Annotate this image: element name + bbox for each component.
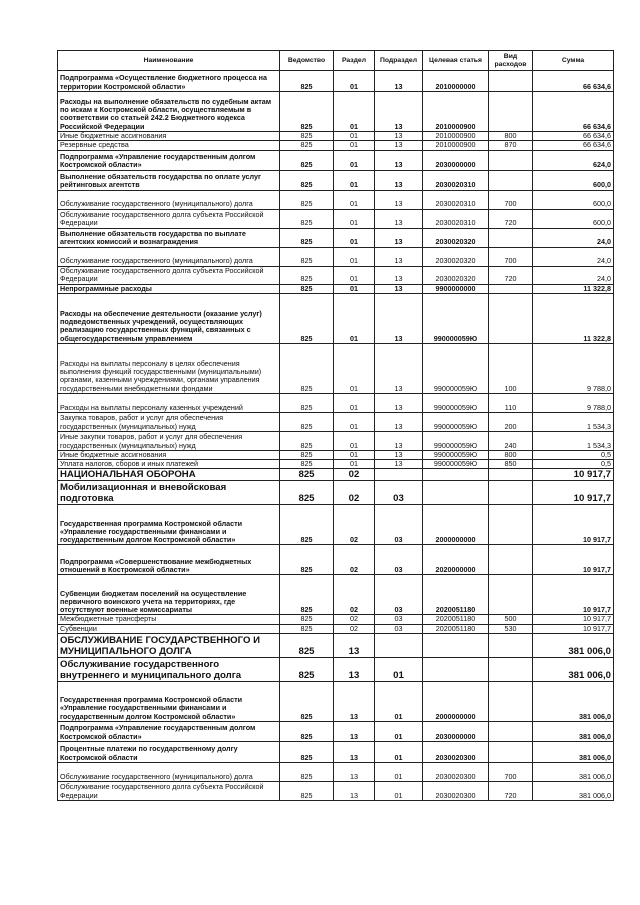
row-sum: 381 006,0 xyxy=(533,722,614,742)
table-row xyxy=(58,575,614,615)
row-section: 02 xyxy=(334,624,375,633)
row-dept: 825 xyxy=(280,293,334,343)
row-sum: 600,0 xyxy=(533,190,614,209)
row-dept: 825 xyxy=(280,624,334,633)
row-target: 2030020310 xyxy=(423,209,489,228)
table-row xyxy=(58,266,614,284)
table-row xyxy=(58,634,614,658)
row-exp-type: 700 xyxy=(489,763,533,782)
row-subsection: 13 xyxy=(375,393,423,412)
row-target: 990000059Ю xyxy=(423,450,489,459)
row-target xyxy=(423,469,489,481)
row-section: 13 xyxy=(334,742,375,763)
row-section: 01 xyxy=(334,132,375,141)
row-exp-type xyxy=(489,92,533,132)
row-dept: 825 xyxy=(280,505,334,545)
row-exp-type xyxy=(489,742,533,763)
row-subsection: 13 xyxy=(375,450,423,459)
row-name: Иные закупки товаров, работ и услуг для обеспечения государственных (муниципальных) нужд xyxy=(58,431,280,450)
row-name: Расходы на выплаты персоналу в целях обеспечения выполнения функций государственными (муниципальными) органами, казенными учреждениями, органами управления государственными внебюджетными фондами xyxy=(58,343,280,393)
row-dept: 825 xyxy=(280,469,334,481)
row-dept: 825 xyxy=(280,228,334,247)
row-name: Подпрограмма «Совершенствование межбюджетных отношений в Костромской области» xyxy=(58,545,280,575)
table-row xyxy=(58,209,614,228)
row-exp-type xyxy=(489,170,533,190)
budget-document xyxy=(57,50,613,801)
row-dept: 825 xyxy=(280,431,334,450)
row-section: 01 xyxy=(334,393,375,412)
row-exp-type xyxy=(489,228,533,247)
row-sum: 600,0 xyxy=(533,209,614,228)
row-dept: 825 xyxy=(280,460,334,469)
row-sum: 381 006,0 xyxy=(533,782,614,801)
table-row xyxy=(58,431,614,450)
row-target: 990000059Ю xyxy=(423,343,489,393)
row-section: 13 xyxy=(334,763,375,782)
row-subsection: 13 xyxy=(375,293,423,343)
table-row xyxy=(58,742,614,763)
row-target: 2030000000 xyxy=(423,722,489,742)
row-name: Подпрограмма «Управление государственным долгом Костромской области» xyxy=(58,150,280,170)
table-row xyxy=(58,624,614,633)
row-name: Мобилизационная и вневойсковая подготовка xyxy=(58,481,280,505)
row-subsection: 01 xyxy=(375,722,423,742)
row-name: Субвенции xyxy=(58,624,280,633)
row-sum: 66 634,6 xyxy=(533,141,614,150)
row-name: Расходы на выполнение обязательств по судебным актам по искам к Костромской области, осуществляемым в соответствии со статьей 242.2 Бюджетного кодекса Российской Федерации xyxy=(58,92,280,132)
table-row xyxy=(58,722,614,742)
row-section: 01 xyxy=(334,460,375,469)
row-dept: 825 xyxy=(280,247,334,266)
row-exp-type: 870 xyxy=(489,141,533,150)
row-section: 01 xyxy=(334,92,375,132)
row-exp-type xyxy=(489,682,533,722)
row-exp-type: 530 xyxy=(489,624,533,633)
row-name: Закупка товаров, работ и услуг для обеспечения государственных (муниципальных) нужд xyxy=(58,412,280,431)
row-subsection: 01 xyxy=(375,782,423,801)
row-subsection: 13 xyxy=(375,284,423,293)
row-section: 02 xyxy=(334,545,375,575)
row-dept: 825 xyxy=(280,71,334,92)
budget-table xyxy=(57,50,614,801)
row-dept: 825 xyxy=(280,682,334,722)
header-sum: Сумма xyxy=(533,51,614,71)
row-name: Межбюджетные трансферты xyxy=(58,615,280,624)
row-name: Государственная программа Костромской области «Управление государственными финансами и государственным долгом Костромской области» xyxy=(58,505,280,545)
row-dept: 825 xyxy=(280,209,334,228)
row-section: 02 xyxy=(334,481,375,505)
row-name: НАЦИОНАЛЬНАЯ ОБОРОНА xyxy=(58,469,280,481)
row-exp-type xyxy=(489,658,533,682)
table-row xyxy=(58,92,614,132)
row-subsection: 03 xyxy=(375,624,423,633)
row-target: 2030020310 xyxy=(423,190,489,209)
table-row xyxy=(58,545,614,575)
row-subsection: 13 xyxy=(375,132,423,141)
row-sum: 0,5 xyxy=(533,460,614,469)
table-row xyxy=(58,615,614,624)
row-exp-type xyxy=(489,284,533,293)
row-subsection: 01 xyxy=(375,682,423,722)
row-subsection: 03 xyxy=(375,545,423,575)
header-dept: Ведомство xyxy=(280,51,334,71)
row-subsection: 13 xyxy=(375,266,423,284)
row-subsection: 13 xyxy=(375,92,423,132)
table-row xyxy=(58,412,614,431)
row-dept: 825 xyxy=(280,393,334,412)
row-dept: 825 xyxy=(280,170,334,190)
row-subsection: 13 xyxy=(375,460,423,469)
row-sum: 10 917,7 xyxy=(533,469,614,481)
row-target: 2020000000 xyxy=(423,545,489,575)
row-section: 02 xyxy=(334,505,375,545)
row-name: Обслуживание государственного долга субъекта Российской Федерации xyxy=(58,266,280,284)
row-exp-type: 720 xyxy=(489,266,533,284)
row-dept: 825 xyxy=(280,266,334,284)
row-subsection xyxy=(375,469,423,481)
row-section: 01 xyxy=(334,150,375,170)
row-target: 2000000000 xyxy=(423,505,489,545)
row-dept: 825 xyxy=(280,412,334,431)
table-row xyxy=(58,132,614,141)
row-target: 2020051180 xyxy=(423,615,489,624)
table-row xyxy=(58,450,614,459)
row-dept: 825 xyxy=(280,763,334,782)
row-exp-type: 720 xyxy=(489,782,533,801)
row-subsection: 03 xyxy=(375,481,423,505)
row-sum: 9 788,0 xyxy=(533,393,614,412)
row-target: 2030000000 xyxy=(423,150,489,170)
row-target: 990000059Ю xyxy=(423,293,489,343)
row-sum: 1 534,3 xyxy=(533,431,614,450)
row-section: 01 xyxy=(334,293,375,343)
row-name: Подпрограмма «Управление государственным долгом Костромской области» xyxy=(58,722,280,742)
row-exp-type xyxy=(489,575,533,615)
row-section: 01 xyxy=(334,170,375,190)
table-row xyxy=(58,247,614,266)
row-section: 13 xyxy=(334,722,375,742)
row-dept: 825 xyxy=(280,92,334,132)
row-target: 2030020320 xyxy=(423,247,489,266)
row-section: 01 xyxy=(334,141,375,150)
row-name: Резервные средства xyxy=(58,141,280,150)
row-name: Обслуживание государственного (муниципального) долга xyxy=(58,190,280,209)
row-exp-type xyxy=(489,722,533,742)
row-subsection: 03 xyxy=(375,615,423,624)
row-sum: 10 917,7 xyxy=(533,545,614,575)
row-dept: 825 xyxy=(280,481,334,505)
row-name: Расходы на обеспечение деятельности (оказание услуг) подведомственных учреждений, осуществляющих реализацию государственных функций, связанных с общегосударственным управлением xyxy=(58,293,280,343)
row-target: 990000059Ю xyxy=(423,412,489,431)
row-target xyxy=(423,658,489,682)
row-name: ОБСЛУЖИВАНИЕ ГОСУДАРСТВЕННОГО И МУНИЦИПАЛЬНОГО ДОЛГА xyxy=(58,634,280,658)
table-row xyxy=(58,682,614,722)
row-exp-type xyxy=(489,505,533,545)
row-subsection: 13 xyxy=(375,190,423,209)
row-exp-type xyxy=(489,150,533,170)
table-header-row xyxy=(58,51,614,71)
row-sum: 381 006,0 xyxy=(533,742,614,763)
row-dept: 825 xyxy=(280,150,334,170)
row-subsection: 01 xyxy=(375,658,423,682)
row-exp-type xyxy=(489,481,533,505)
row-name: Обслуживание государственного долга субъекта Российской Федерации xyxy=(58,782,280,801)
row-exp-type: 800 xyxy=(489,450,533,459)
row-sum: 10 917,7 xyxy=(533,481,614,505)
row-sum: 66 634,6 xyxy=(533,71,614,92)
header-name: Наименование xyxy=(58,51,280,71)
row-section: 02 xyxy=(334,469,375,481)
row-exp-type xyxy=(489,634,533,658)
row-section: 13 xyxy=(334,634,375,658)
row-exp-type: 800 xyxy=(489,132,533,141)
row-sum: 1 534,3 xyxy=(533,412,614,431)
row-exp-type xyxy=(489,71,533,92)
row-section: 13 xyxy=(334,658,375,682)
table-row xyxy=(58,170,614,190)
row-name: Уплата налогов, сборов и иных платежей xyxy=(58,460,280,469)
row-section: 01 xyxy=(334,209,375,228)
row-subsection: 13 xyxy=(375,343,423,393)
table-row xyxy=(58,141,614,150)
row-dept: 825 xyxy=(280,450,334,459)
row-subsection: 13 xyxy=(375,228,423,247)
header-exp-type: Вид расходов xyxy=(489,51,533,71)
row-sum: 10 917,7 xyxy=(533,505,614,545)
table-row xyxy=(58,393,614,412)
header-target: Целевая статья xyxy=(423,51,489,71)
row-exp-type: 500 xyxy=(489,615,533,624)
row-sum: 10 917,7 xyxy=(533,624,614,633)
row-sum: 381 006,0 xyxy=(533,763,614,782)
table-row xyxy=(58,343,614,393)
table-row xyxy=(58,150,614,170)
row-sum: 66 634,6 xyxy=(533,132,614,141)
row-sum: 11 322,8 xyxy=(533,293,614,343)
row-exp-type: 720 xyxy=(489,209,533,228)
row-exp-type: 200 xyxy=(489,412,533,431)
row-subsection: 13 xyxy=(375,71,423,92)
row-exp-type: 240 xyxy=(489,431,533,450)
row-sum: 66 634,6 xyxy=(533,92,614,132)
row-sum: 24,0 xyxy=(533,228,614,247)
row-dept: 825 xyxy=(280,782,334,801)
row-sum: 624,0 xyxy=(533,150,614,170)
row-name: Расходы на выплаты персоналу казенных учреждений xyxy=(58,393,280,412)
row-subsection: 03 xyxy=(375,505,423,545)
row-dept: 825 xyxy=(280,190,334,209)
row-section: 02 xyxy=(334,575,375,615)
row-sum: 381 006,0 xyxy=(533,634,614,658)
table-row xyxy=(58,782,614,801)
row-section: 01 xyxy=(334,284,375,293)
table-row xyxy=(58,763,614,782)
row-sum: 10 917,7 xyxy=(533,615,614,624)
row-name: Процентные платежи по государственному долгу Костромской области xyxy=(58,742,280,763)
row-target: 2030020300 xyxy=(423,782,489,801)
row-subsection: 13 xyxy=(375,412,423,431)
row-target: 2030020310 xyxy=(423,170,489,190)
row-subsection: 13 xyxy=(375,209,423,228)
table-row xyxy=(58,293,614,343)
row-target: 2010000900 xyxy=(423,92,489,132)
row-target: 2010000000 xyxy=(423,71,489,92)
row-exp-type xyxy=(489,469,533,481)
row-target: 990000059Ю xyxy=(423,460,489,469)
row-name: Обслуживание государственного внутреннего и муниципального долга xyxy=(58,658,280,682)
row-target: 2030020300 xyxy=(423,763,489,782)
row-exp-type xyxy=(489,293,533,343)
table-row xyxy=(58,481,614,505)
row-name: Иные бюджетные ассигнования xyxy=(58,450,280,459)
row-sum: 381 006,0 xyxy=(533,682,614,722)
row-section: 13 xyxy=(334,682,375,722)
row-exp-type: 100 xyxy=(489,343,533,393)
row-sum: 600,0 xyxy=(533,170,614,190)
row-name: Обслуживание государственного долга субъекта Российской Федерации xyxy=(58,209,280,228)
row-exp-type: 700 xyxy=(489,190,533,209)
row-name: Иные бюджетные ассигнования xyxy=(58,132,280,141)
row-section: 01 xyxy=(334,412,375,431)
row-name: Выполнение обязательств государства по оплате услуг рейтинговых агентств xyxy=(58,170,280,190)
row-dept: 825 xyxy=(280,575,334,615)
table-row xyxy=(58,228,614,247)
table-body xyxy=(58,71,614,801)
row-sum: 10 917,7 xyxy=(533,575,614,615)
row-subsection: 13 xyxy=(375,141,423,150)
row-section: 01 xyxy=(334,431,375,450)
row-target: 9900000000 xyxy=(423,284,489,293)
row-target xyxy=(423,634,489,658)
table-row xyxy=(58,505,614,545)
row-name: Выполнение обязательств государства по выплате агентских комиссий и вознаграждения xyxy=(58,228,280,247)
row-sum: 24,0 xyxy=(533,247,614,266)
row-sum: 381 006,0 xyxy=(533,658,614,682)
row-dept: 825 xyxy=(280,132,334,141)
row-subsection: 03 xyxy=(375,575,423,615)
row-exp-type xyxy=(489,545,533,575)
row-dept: 825 xyxy=(280,615,334,624)
row-sum: 11 322,8 xyxy=(533,284,614,293)
row-target: 990000059Ю xyxy=(423,431,489,450)
header-subsection: Подраздел xyxy=(375,51,423,71)
row-exp-type: 850 xyxy=(489,460,533,469)
row-subsection: 13 xyxy=(375,170,423,190)
row-exp-type: 110 xyxy=(489,393,533,412)
table-row xyxy=(58,71,614,92)
row-subsection: 01 xyxy=(375,763,423,782)
row-section: 01 xyxy=(334,190,375,209)
row-target: 2020051180 xyxy=(423,575,489,615)
row-dept: 825 xyxy=(280,658,334,682)
row-target: 990000059Ю xyxy=(423,393,489,412)
table-row xyxy=(58,460,614,469)
row-name: Государственная программа Костромской области «Управление государственными финансами и государственным долгом Костромской области» xyxy=(58,682,280,722)
row-section: 01 xyxy=(334,247,375,266)
row-dept: 825 xyxy=(280,141,334,150)
row-name: Подпрограмма «Осуществление бюджетного процесса на территории Костромской области» xyxy=(58,71,280,92)
row-section: 01 xyxy=(334,228,375,247)
row-dept: 825 xyxy=(280,343,334,393)
row-target: 2010000900 xyxy=(423,141,489,150)
row-dept: 825 xyxy=(280,545,334,575)
row-subsection: 13 xyxy=(375,431,423,450)
row-dept: 825 xyxy=(280,722,334,742)
row-name: Субвенции бюджетам поселений на осуществление первичного воинского учета на территориях, где отсутствуют военные комиссариаты xyxy=(58,575,280,615)
row-section: 01 xyxy=(334,266,375,284)
row-section: 02 xyxy=(334,615,375,624)
header-section: Раздел xyxy=(334,51,375,71)
row-target: 2010000900 xyxy=(423,132,489,141)
table-row xyxy=(58,284,614,293)
row-subsection: 13 xyxy=(375,150,423,170)
table-row xyxy=(58,658,614,682)
row-subsection: 13 xyxy=(375,247,423,266)
row-dept: 825 xyxy=(280,634,334,658)
row-target: 2030020320 xyxy=(423,228,489,247)
row-target: 2020051180 xyxy=(423,624,489,633)
table-row xyxy=(58,469,614,481)
row-sum: 0,5 xyxy=(533,450,614,459)
row-name: Обслуживание государственного (муниципального) долга xyxy=(58,247,280,266)
row-subsection xyxy=(375,634,423,658)
row-target: 2030020320 xyxy=(423,266,489,284)
row-sum: 24,0 xyxy=(533,266,614,284)
row-section: 13 xyxy=(334,782,375,801)
table-row xyxy=(58,190,614,209)
row-target xyxy=(423,481,489,505)
row-section: 01 xyxy=(334,450,375,459)
row-name: Обслуживание государственного (муниципального) долга xyxy=(58,763,280,782)
row-section: 01 xyxy=(334,343,375,393)
row-dept: 825 xyxy=(280,284,334,293)
row-name: Непрограммные расходы xyxy=(58,284,280,293)
row-dept: 825 xyxy=(280,742,334,763)
row-target: 2030020300 xyxy=(423,742,489,763)
row-sum: 9 788,0 xyxy=(533,343,614,393)
row-target: 2000000000 xyxy=(423,682,489,722)
row-subsection: 01 xyxy=(375,742,423,763)
row-section: 01 xyxy=(334,71,375,92)
row-exp-type: 700 xyxy=(489,247,533,266)
